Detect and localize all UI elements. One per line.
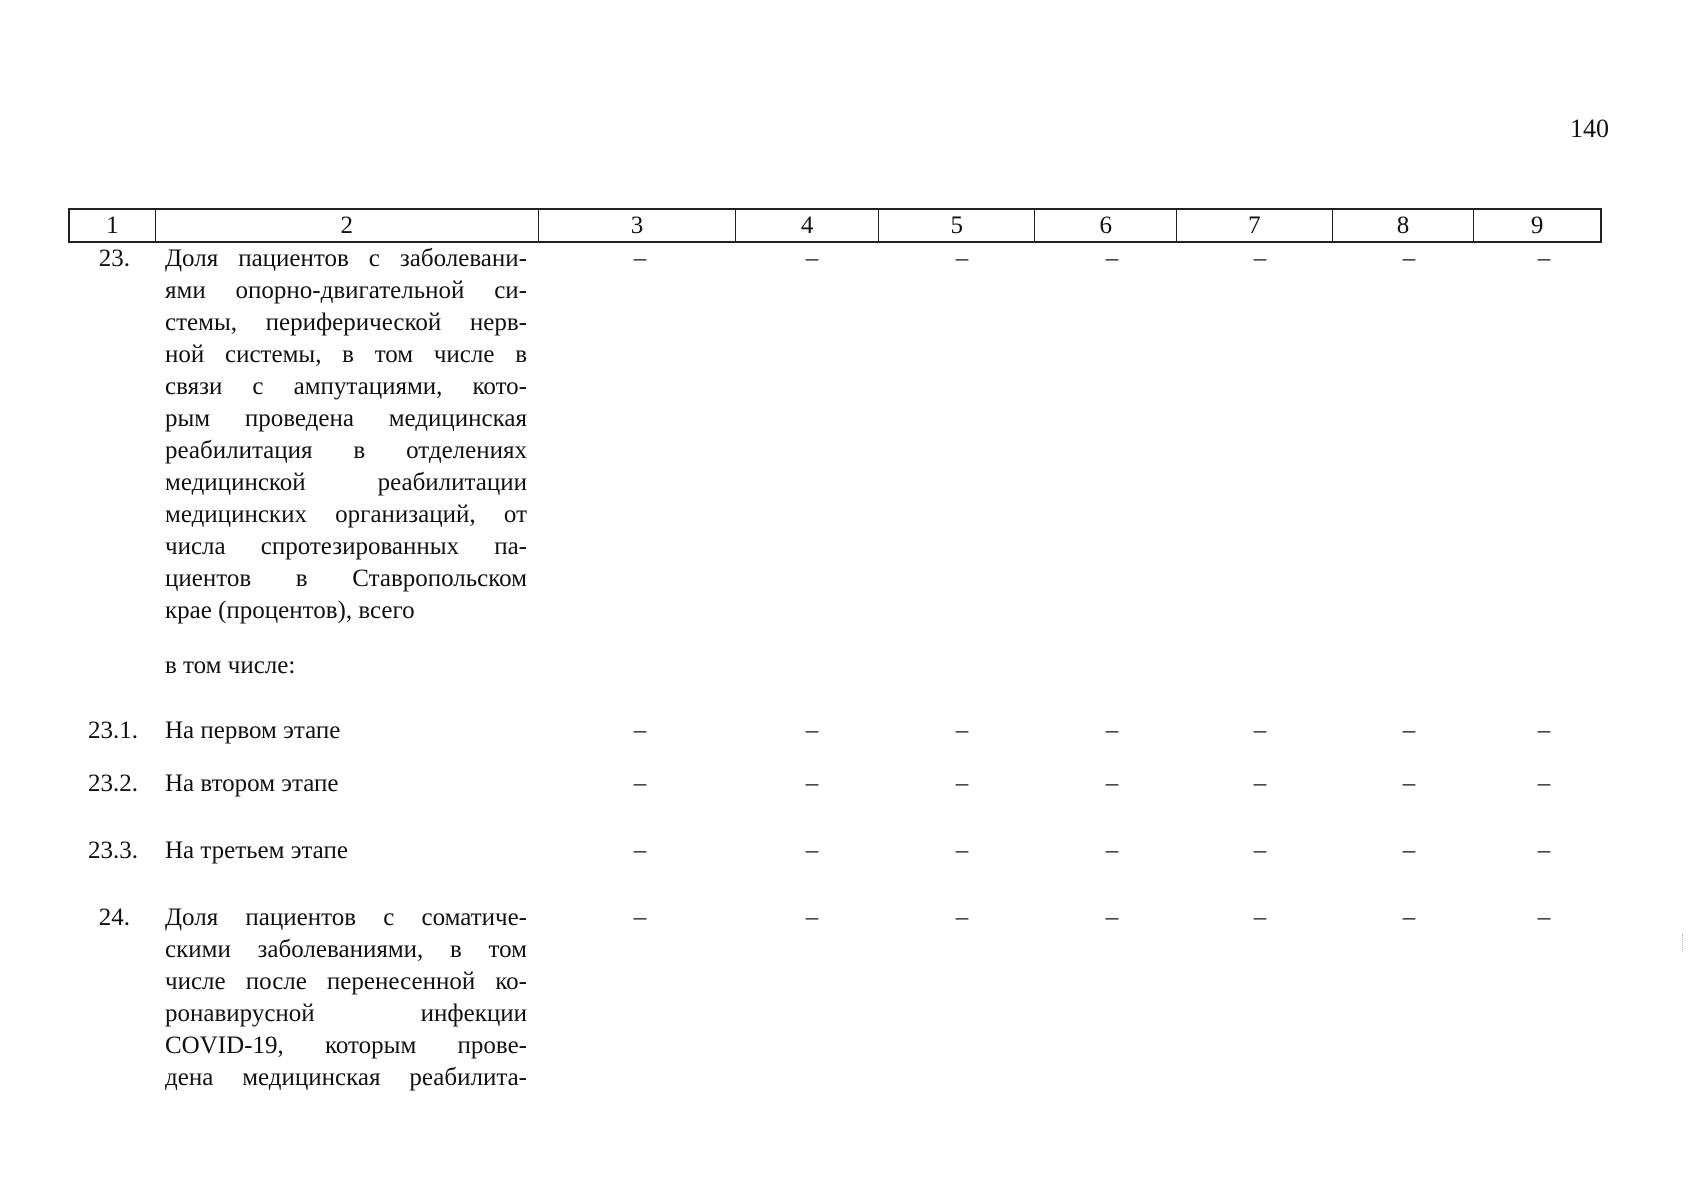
description-line: Доля пациентов с заболевани- — [165, 245, 527, 272]
description-line: числе после перенесенной ко- — [165, 968, 527, 995]
cell-dash-col-4: – — [805, 245, 819, 272]
cell-dash-col-8: – — [1402, 717, 1416, 744]
subheading: в том числе: — [165, 652, 296, 679]
row-number: 23.1. — [88, 717, 138, 744]
cell-dash-col-6: – — [1105, 717, 1119, 744]
header-col-3: 3 — [539, 210, 736, 241]
page-number: 140 — [1570, 114, 1609, 143]
header-col-9: 9 — [1530, 211, 1544, 239]
cell-dash-col-5: – — [955, 717, 969, 744]
cell-dash-col-3: – — [633, 770, 647, 797]
cell-dash-col-5: – — [955, 837, 969, 864]
row-description — [165, 243, 527, 627]
description-line: ной системы, в том числе в — [165, 341, 527, 368]
cell-dash-col-8: – — [1402, 837, 1416, 864]
cell-dash-col-3: – — [633, 837, 647, 864]
cell-dash-col-6: – — [1105, 837, 1119, 864]
description-line: На третьем этапе — [165, 837, 348, 864]
cell-dash-col-6: – — [1105, 245, 1119, 272]
description-line: связи с ампутациями, кото- — [165, 373, 527, 400]
cell-dash-col-7: – — [1253, 770, 1267, 797]
cell-dash-col-5: – — [955, 904, 969, 931]
cell-dash-col-8: – — [1402, 245, 1416, 272]
row-number: 23.2. — [88, 770, 138, 797]
row-number: 23.3. — [88, 837, 138, 864]
description-line: скими заболеваниями, в том — [165, 936, 527, 963]
cell-dash-col-9: – — [1537, 245, 1551, 272]
cell-dash-col-7: – — [1253, 717, 1267, 744]
row-description — [165, 835, 527, 867]
cell-dash-col-5: – — [955, 770, 969, 797]
description-line: реабилитация в отделениях — [165, 437, 527, 464]
cell-dash-col-3: – — [633, 717, 647, 744]
description-line: Доля пациентов с соматиче- — [165, 904, 527, 931]
cell-dash-col-3: – — [633, 245, 647, 272]
cell-dash-col-8: – — [1402, 904, 1416, 931]
cell-dash-col-9: – — [1537, 904, 1551, 931]
row-description — [165, 715, 527, 747]
row-description — [165, 768, 527, 800]
cell-dash-col-7: – — [1253, 245, 1267, 272]
cell-dash-col-3: – — [633, 904, 647, 931]
cell-dash-col-4: – — [805, 837, 819, 864]
cell-dash-col-4: – — [805, 904, 819, 931]
description-line: рым проведена медицинская — [165, 405, 527, 432]
description-line: На первом этапе — [165, 717, 341, 744]
header-col-6: 6 — [1035, 210, 1177, 241]
cell-dash-col-6: – — [1105, 904, 1119, 931]
description-line: крае (процентов), всего — [165, 597, 415, 624]
cell-dash-col-8: – — [1402, 770, 1416, 797]
cell-dash-col-7: – — [1253, 904, 1267, 931]
description-line: дена медицинская реабилита- — [165, 1064, 527, 1091]
description-line: медицинской реабилитации — [165, 469, 527, 496]
description-line: циентов в Ставропольском — [165, 565, 527, 592]
header-col-8: 8 — [1333, 210, 1475, 241]
row-number: 23. — [98, 245, 130, 272]
cell-dash-col-9: – — [1537, 770, 1551, 797]
column-number-header — [68, 208, 1602, 243]
description-line: стемы, периферической нерв- — [165, 309, 527, 336]
cell-dash-col-7: – — [1253, 837, 1267, 864]
cell-dash-col-9: – — [1537, 717, 1551, 744]
cell-dash-col-5: – — [955, 245, 969, 272]
cell-dash-col-4: – — [805, 770, 819, 797]
scan-edge-mark — [1682, 934, 1684, 952]
description-line: ями опорно-двигательной си- — [165, 277, 527, 304]
description-line: числа спротезированных па- — [165, 533, 527, 560]
cell-dash-col-4: – — [805, 717, 819, 744]
row-description — [165, 902, 527, 1094]
cell-dash-col-9: – — [1537, 837, 1551, 864]
cell-dash-col-6: – — [1105, 770, 1119, 797]
header-col-1: 1 — [70, 210, 156, 241]
header-col-5: 5 — [879, 210, 1036, 241]
row-number: 24. — [98, 904, 130, 931]
header-col-7: 7 — [1177, 210, 1333, 241]
header-col-2: 2 — [156, 210, 539, 241]
description-line: COVID-19, которым прове- — [165, 1032, 527, 1059]
description-line: ронавирусной инфекции — [165, 1000, 527, 1027]
description-line: медицинских организаций, от — [165, 501, 527, 528]
header-col-4: 4 — [736, 210, 879, 241]
description-line: На втором этапе — [165, 770, 339, 797]
